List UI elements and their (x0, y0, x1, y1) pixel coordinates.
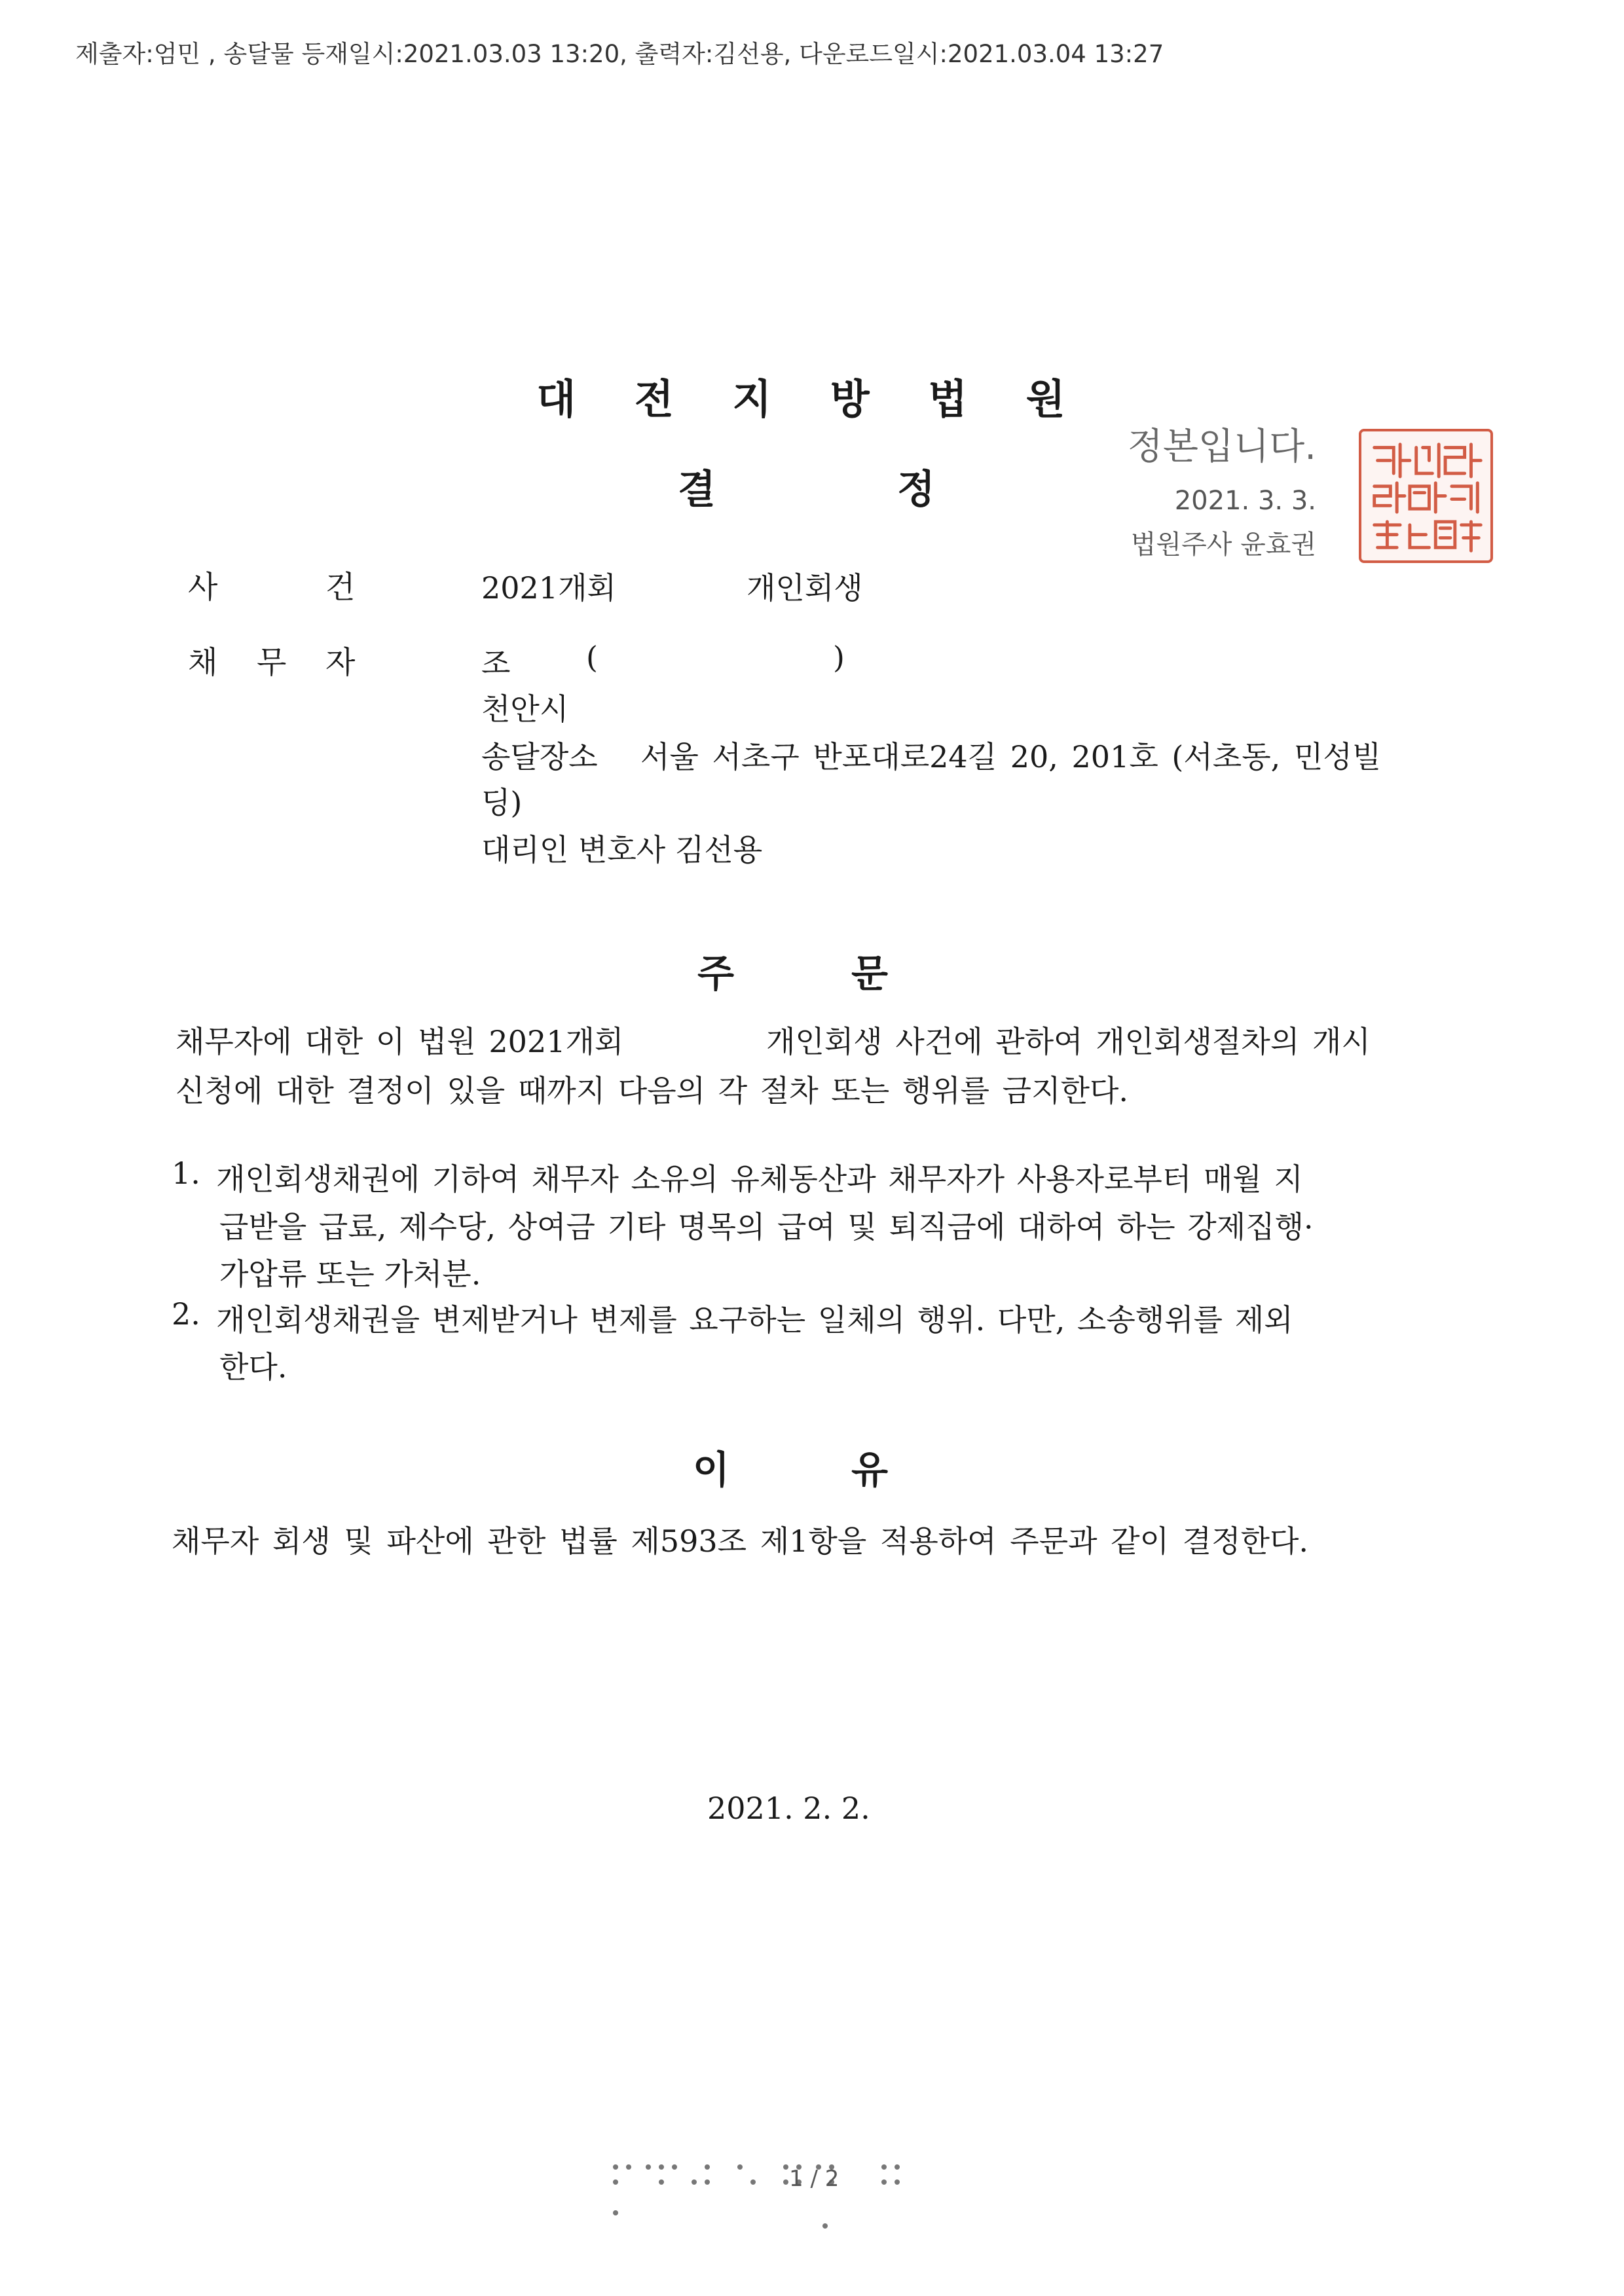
debtor-label-2: 무 (257, 645, 287, 681)
reason-heading-left: 이 (693, 1448, 730, 1492)
order-item-2-number: 2. (172, 1296, 200, 1332)
decision-title-right: 정 (897, 467, 935, 513)
page-number: 1 / 2 (789, 2166, 840, 2192)
service-label: 송달장소 (481, 739, 598, 774)
case-type: 개인회생 (747, 570, 863, 606)
case-label-2: 건 (325, 570, 356, 606)
reason-text: 채무자 회생 및 파산에 관한 법률 제593조 제1항을 적용하여 주문과 같이 결정한다. (172, 1523, 1309, 1559)
order-intro-line2: 신청에 대한 결정이 있을 때까지 다음의 각 절차 또는 행위를 금지한다. (175, 1073, 1129, 1108)
order-item-1-number: 1. (172, 1156, 200, 1191)
download-info-line: 제출자:엄민 , 송달물 등재일시:2021.03.03 13:20, 출력자:김선용, 다운로드일시:2021.03.04 13:27 (75, 40, 1164, 68)
order-heading-left: 주 (697, 951, 735, 996)
court-seal-icon (1359, 429, 1493, 563)
debtor-paren-open: ( (586, 640, 598, 675)
certified-copy-text: 정본입니다. (1127, 426, 1316, 468)
order-intro-line1a: 채무자에 대한 이 법원 2021개회 (175, 1024, 624, 1059)
order-item-1-line1: 개인회생채권에 기하여 채무자 소유의 유체동산과 채무자가 사용자로부터 매월 지 (216, 1161, 1303, 1197)
case-number: 2021개회 (481, 570, 616, 606)
decision-title-left: 결 (678, 467, 716, 513)
service-address-line2: 딩) (481, 785, 523, 820)
debtor-city: 천안시 (481, 691, 569, 727)
court-officer: 법원주사 윤효권 (1130, 530, 1316, 560)
certification-date: 2021. 3. 3. (1174, 486, 1316, 516)
court-name: 대 전 지 방 법 원 (536, 375, 1088, 423)
debtor-paren-close: ) (833, 640, 845, 675)
braille-dots (609, 2157, 910, 2236)
order-heading-right: 문 (851, 951, 889, 996)
agent-name: 대리인 변호사 김선용 (481, 832, 763, 867)
order-item-1-line2: 급받을 급료, 제수당, 상여금 기타 명목의 급여 및 퇴직금에 대하여 하는 강제집행· (219, 1209, 1314, 1245)
order-intro-line1b: 개인회생 사건에 관하여 개인회생절차의 개시 (766, 1024, 1371, 1059)
debtor-label-3: 자 (325, 645, 356, 681)
debtor-label-1: 채 (188, 645, 218, 681)
decision-date: 2021. 2. 2. (707, 1791, 870, 1826)
order-item-2-line2: 한다. (219, 1349, 287, 1385)
debtor-name: 조 (481, 646, 511, 681)
order-item-2-line1: 개인회생채권을 변제받거나 변제를 요구하는 일체의 행위. 다만, 소송행위를 제외 (216, 1302, 1293, 1338)
order-item-1-line3: 가압류 또는 가처분. (219, 1256, 481, 1292)
service-address-line1: 서울 서초구 반포대로24길 20, 201호 (서초동, 민성빌 (640, 739, 1382, 774)
reason-heading-right: 유 (851, 1448, 889, 1492)
case-label-1: 사 (188, 570, 218, 606)
